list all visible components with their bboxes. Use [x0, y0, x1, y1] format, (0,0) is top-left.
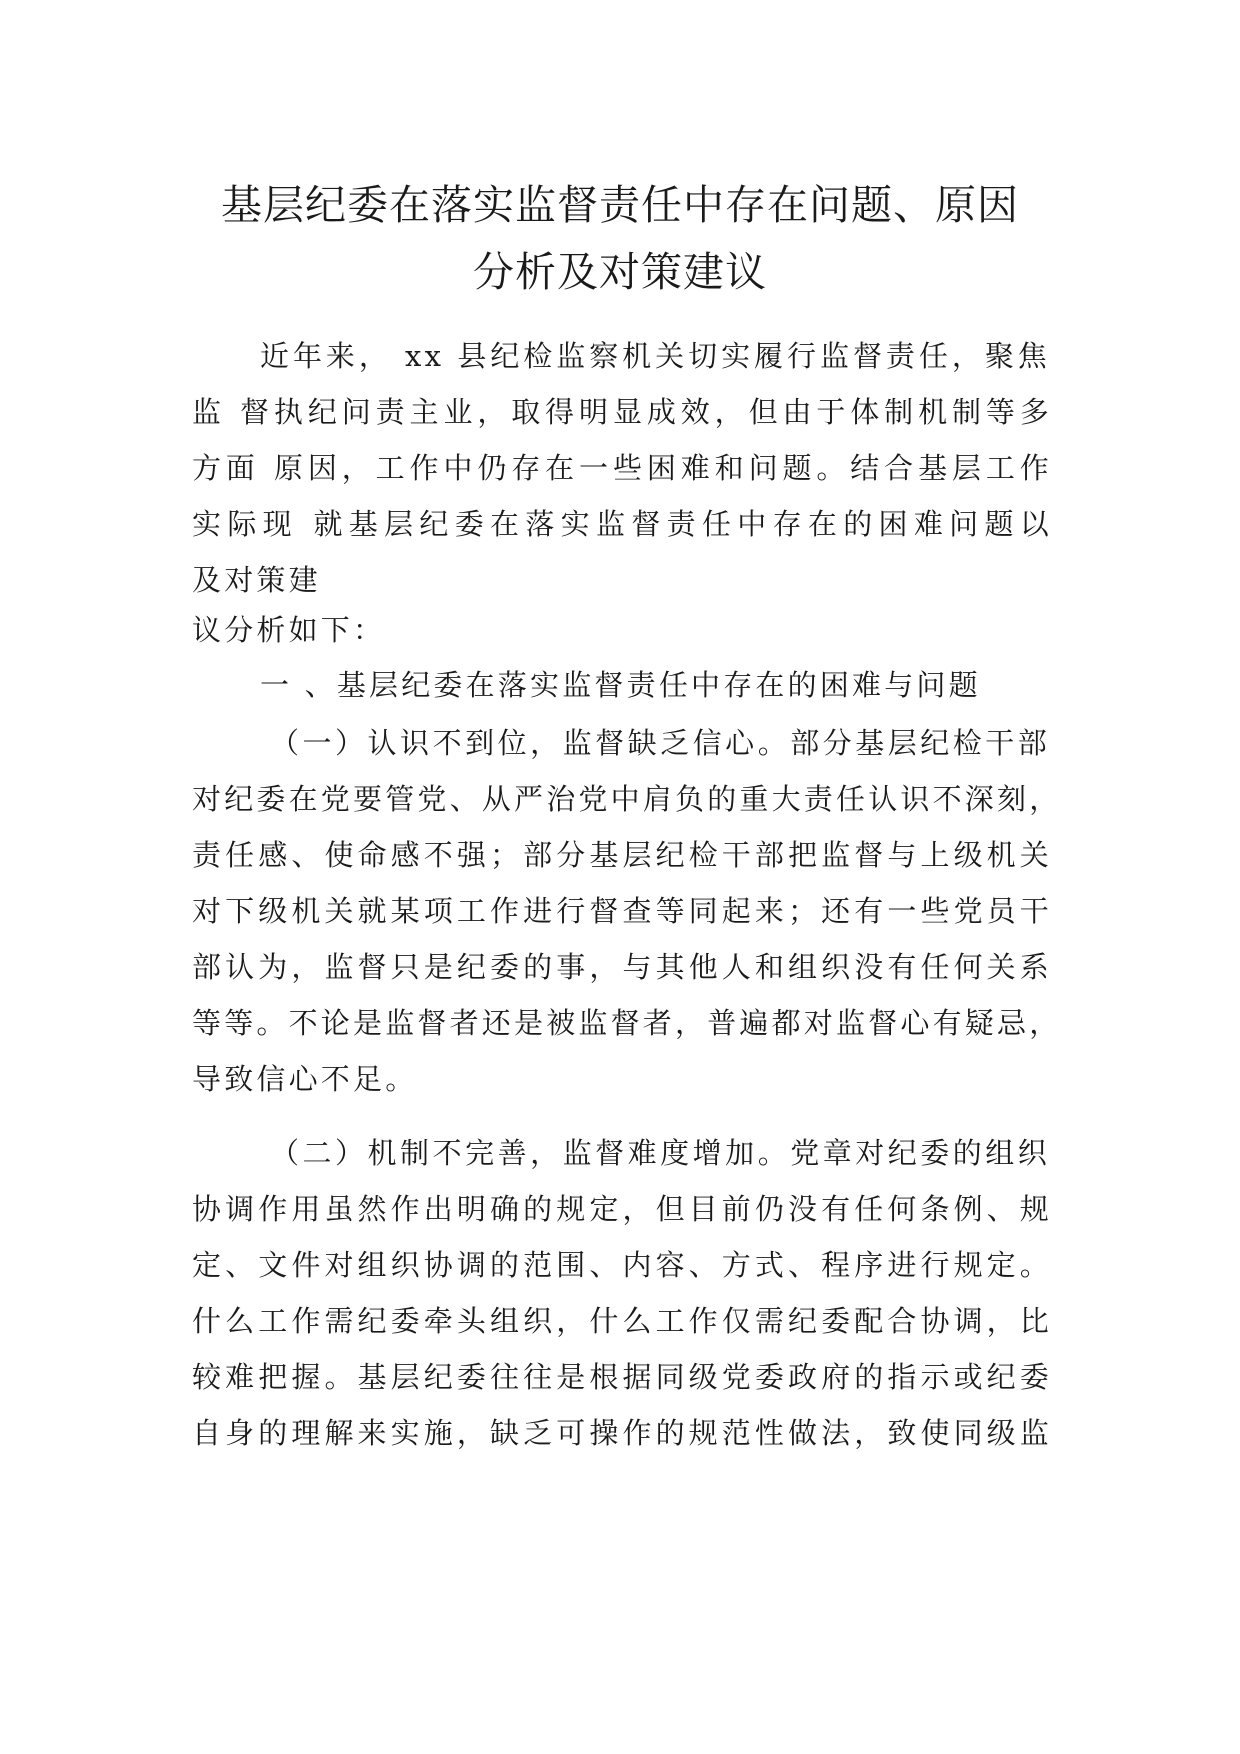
document-title-line-1: 基层纪委在落实监督责任中存在问题、原因 — [221, 181, 1019, 229]
intro-line-5: 及对策建 — [192, 563, 321, 597]
para-2-line-2: 协调作用虽然作出明确的规定，但目前仍没有任何条例、规 — [192, 1192, 1052, 1226]
para-1-line-3: 责任感、使命感不强；部分基层纪检干部把监督与上级机关 — [192, 838, 1052, 872]
intro-line-2: 监 督执纪问责主业，取得明显成效，但由于体制机制等多 — [192, 395, 1052, 429]
intro-line-3: 方面 原因，工作中仍存在一些困难和问题。结合基层工作 — [192, 451, 1052, 485]
para-1-line-4: 对下级机关就某项工作进行督查等同起来；还有一些党员干 — [192, 894, 1052, 928]
intro-line-6: 议分析如下： — [192, 613, 386, 647]
para-2-line-3: 定、文件对组织协调的范围、内容、方式、程序进行规定。 — [192, 1248, 1052, 1282]
para-2-line-5: 较难把握。基层纪委往往是根据同级党委政府的指示或纪委 — [192, 1360, 1052, 1394]
section-1-heading: 一 、基层纪委在落实监督责任中存在的困难与问题 — [260, 668, 981, 702]
document-title-line-2: 分析及对策建议 — [473, 248, 767, 296]
para-1-line-7: 导致信心不足。 — [192, 1062, 418, 1096]
para-2-line-1: （二）机制不完善，监督难度增加。党章对纪委的组织 — [270, 1136, 1050, 1170]
intro-line-4: 实际现 就基层纪委在落实监督责任中存在的困难问题以 — [192, 507, 1052, 541]
para-1-line-1: （一）认识不到位，监督缺乏信心。部分基层纪检干部 — [270, 726, 1050, 760]
para-1-line-2: 对纪委在党要管党、从严治党中肩负的重大责任认识不深刻， — [192, 782, 1062, 816]
para-2-line-4: 什么工作需纪委牵头组织，什么工作仅需纪委配合协调，比 — [192, 1304, 1052, 1338]
para-1-line-6: 等等。不论是监督者还是被监督者，普遍都对监督心有疑忌， — [192, 1006, 1062, 1040]
para-2-line-6: 自身的理解来实施，缺乏可操作的规范性做法，致使同级监 — [192, 1416, 1052, 1450]
para-1-line-5: 部认为，监督只是纪委的事，与其他人和组织没有任何关系 — [192, 950, 1052, 984]
intro-line-1: 近年来， xx 县纪检监察机关切实履行监督责任，聚焦 — [260, 339, 1050, 373]
